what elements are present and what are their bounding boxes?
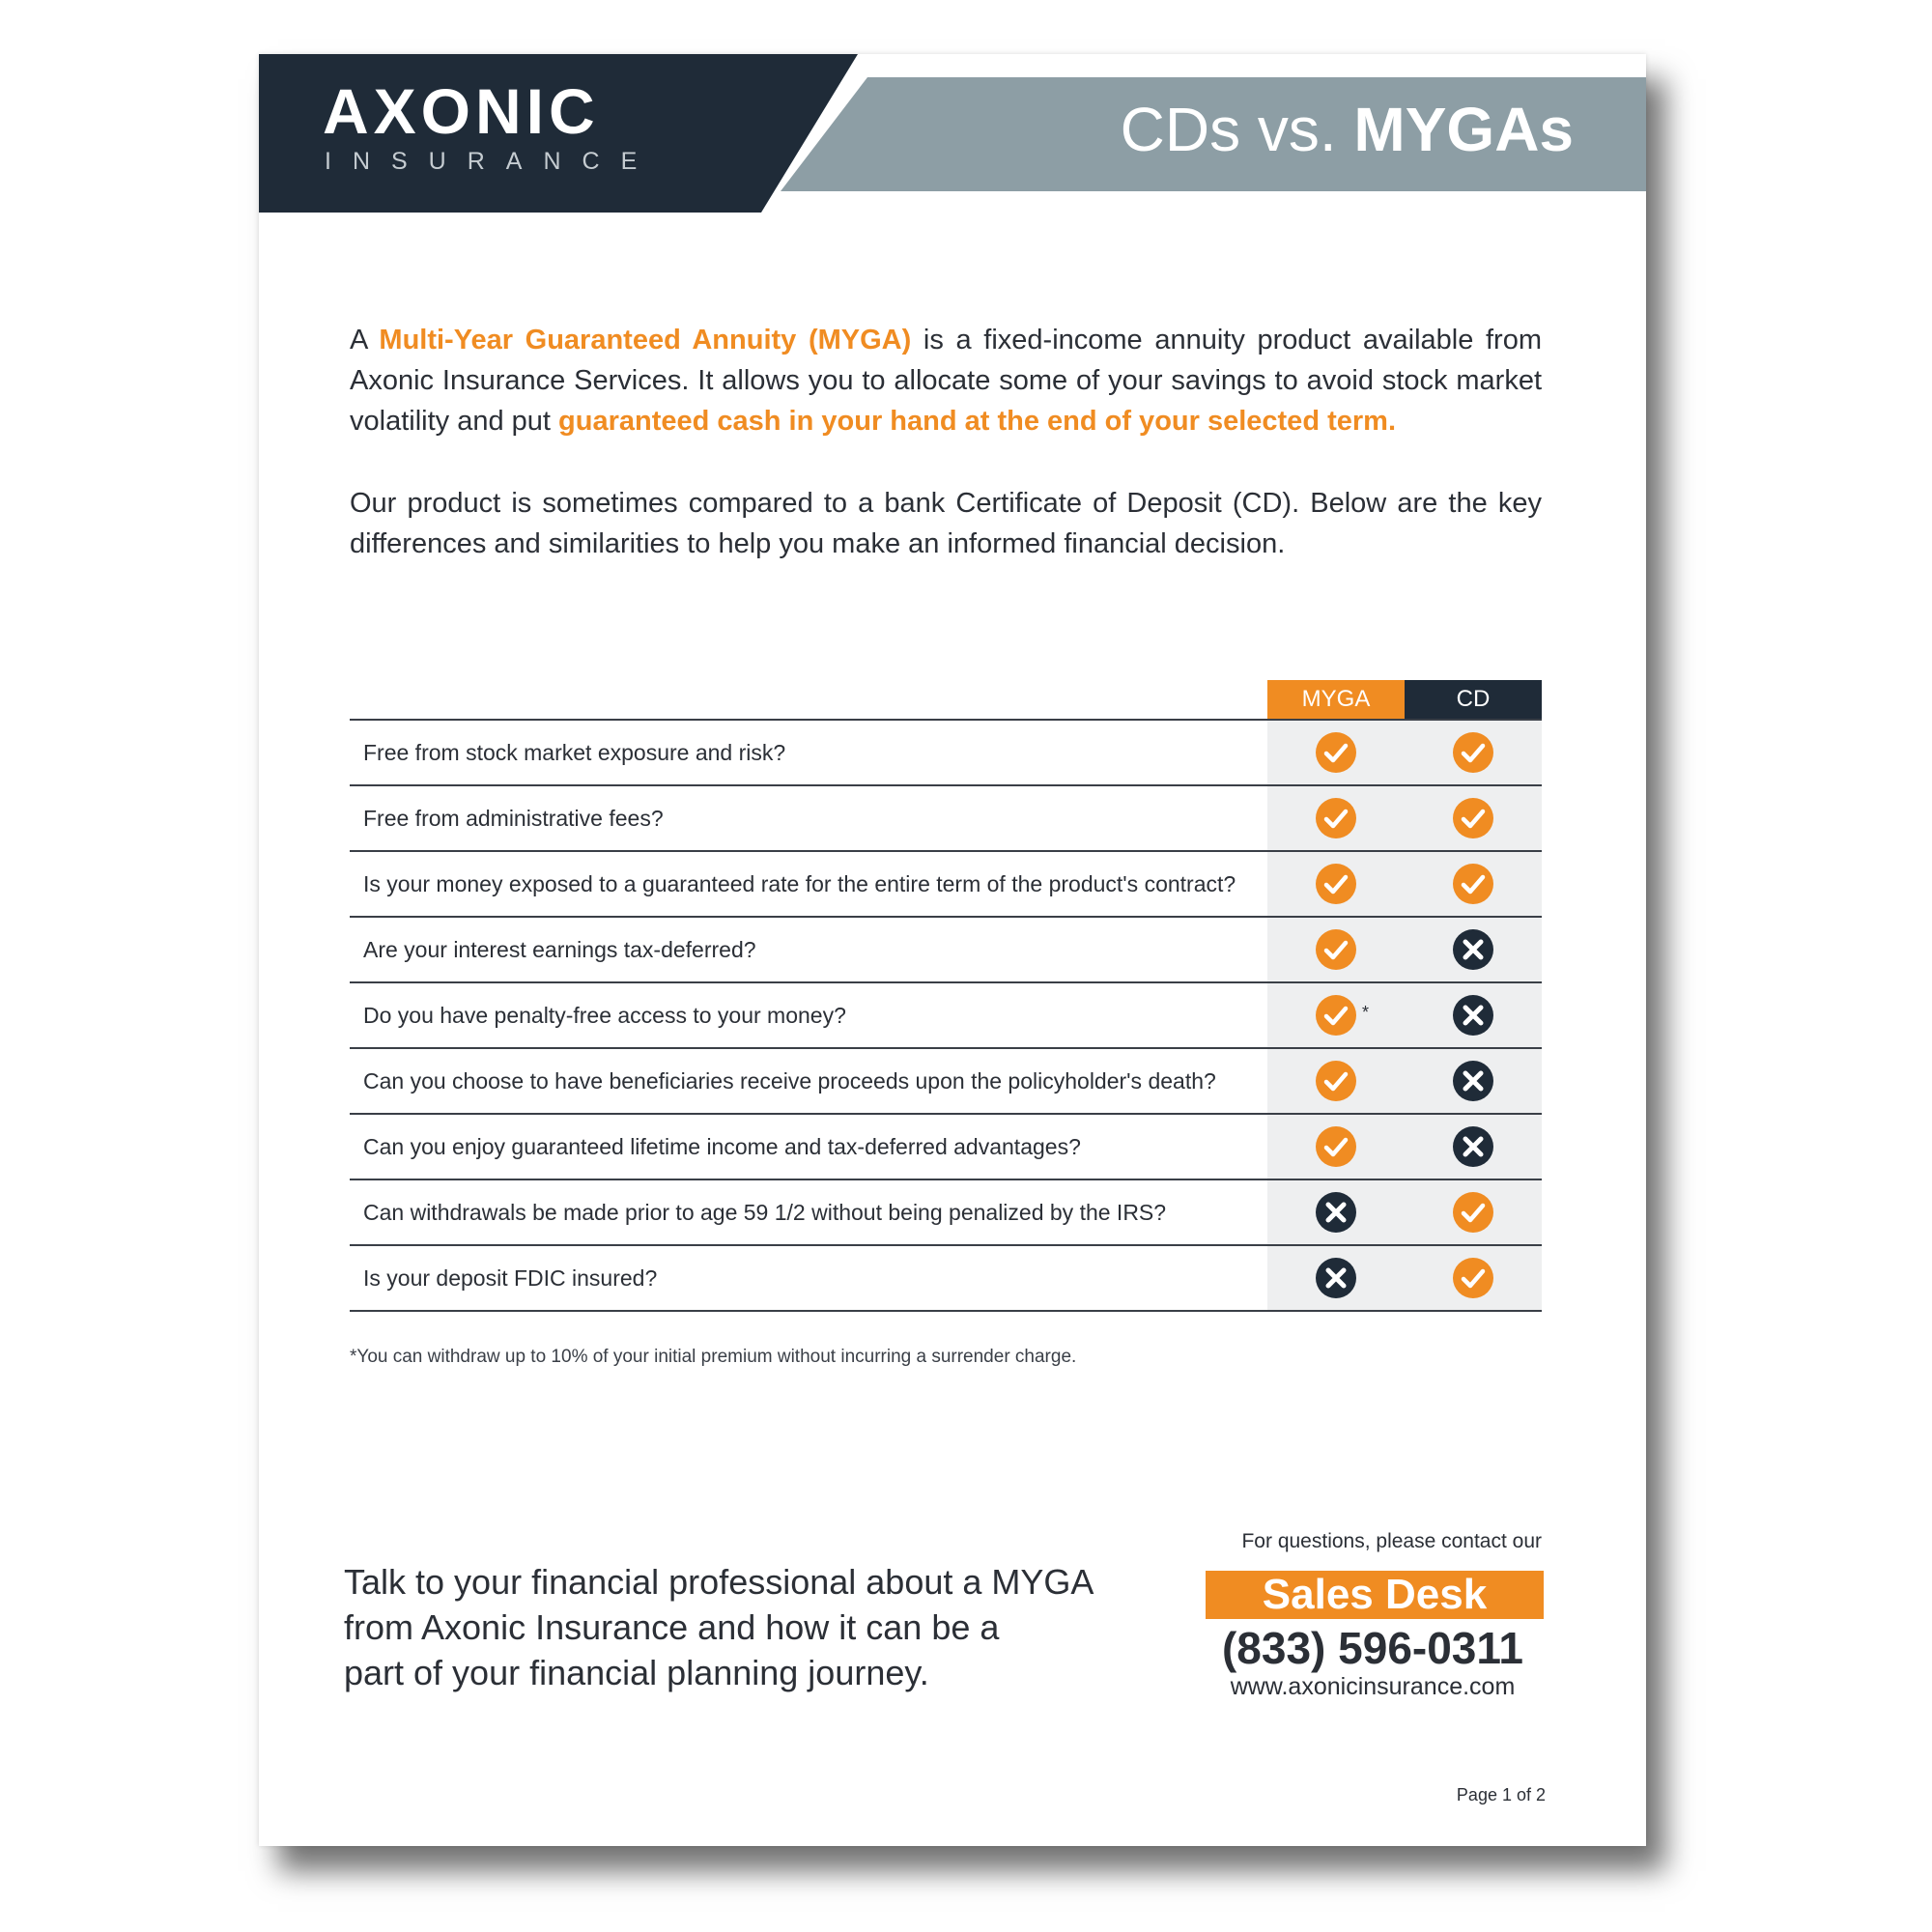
cd-mark [1405, 1179, 1542, 1245]
intro-paragraph-1 [350, 320, 1542, 441]
page-title-light: CDs vs. [1120, 95, 1337, 164]
document-page [259, 54, 1646, 1846]
table-row [350, 1114, 1542, 1179]
intro-text: A [350, 325, 367, 355]
myga-mark [1267, 917, 1405, 982]
cd-mark [1405, 982, 1542, 1048]
row-question: Can you enjoy guaranteed lifetime income and tax-deferred advantages? [350, 1114, 1267, 1179]
x-icon [1452, 928, 1494, 971]
cd-column-header: CD [1405, 680, 1542, 720]
myga-mark [1267, 1245, 1405, 1311]
table-row [350, 982, 1542, 1048]
cd-mark [1405, 851, 1542, 917]
check-icon [1315, 1060, 1357, 1102]
check-icon [1315, 994, 1357, 1037]
check-icon [1452, 731, 1494, 774]
row-question: Is your deposit FDIC insured? [350, 1245, 1267, 1311]
myga-column-header: MYGA [1267, 680, 1405, 720]
check-icon [1315, 731, 1357, 774]
logo-wordmark: AXONIC [323, 75, 600, 147]
table-row [350, 720, 1542, 785]
check-icon [1452, 863, 1494, 905]
x-icon [1452, 994, 1494, 1037]
intro-highlight-guarantee: guaranteed cash in your hand at the end of your selected term. [558, 406, 1397, 437]
question-column-header [350, 680, 1267, 720]
check-icon [1315, 863, 1357, 905]
check-icon [1315, 928, 1357, 971]
intro-text: is a fixed-income annuity product available from Axonic Insurance Services. It allows you to allocate some of your savings to avoid stock market volatility and put [350, 325, 1542, 437]
myga-mark [1267, 1179, 1405, 1245]
check-icon [1315, 1125, 1357, 1168]
check-icon [1452, 797, 1494, 839]
x-icon [1452, 1125, 1494, 1168]
cta-line-1: Talk to your financial professional about a MYGA [344, 1562, 1094, 1602]
row-question: Free from administrative fees? [350, 785, 1267, 851]
table-row [350, 1048, 1542, 1114]
table-row [350, 785, 1542, 851]
cd-mark [1405, 785, 1542, 851]
cd-mark [1405, 720, 1542, 785]
table-row [350, 1179, 1542, 1245]
row-question: Can withdrawals be made prior to age 59 1/2 without being penalized by the IRS? [350, 1179, 1267, 1245]
row-question: Free from stock market exposure and risk? [350, 720, 1267, 785]
row-question: Is your money exposed to a guaranteed rate for the entire term of the product's contract? [350, 851, 1267, 917]
contact-intro: For questions, please contact our [1241, 1530, 1542, 1552]
footnote-marker: * [1362, 1003, 1370, 1022]
x-icon [1315, 1257, 1357, 1299]
call-to-action [344, 1559, 1213, 1695]
intro-highlight-myga: Multi-Year Guaranteed Annuity (MYGA) [379, 325, 912, 355]
cd-mark [1405, 917, 1542, 982]
cta-line-3: part of your financial planning journey. [344, 1653, 929, 1692]
sales-desk-label: Sales Desk [1206, 1571, 1544, 1619]
row-question: Can you choose to have beneficiaries receive proceeds upon the policyholder's death? [350, 1048, 1267, 1114]
check-icon [1452, 1191, 1494, 1234]
myga-mark [1267, 1114, 1405, 1179]
myga-mark [1267, 1048, 1405, 1114]
cta-line-2: from Axonic Insurance and how it can be a [344, 1607, 1000, 1647]
x-icon [1315, 1191, 1357, 1234]
logo-subtitle: INSURANCE [325, 148, 659, 175]
page-title-bold: MYGAs [1353, 95, 1574, 164]
cd-mark [1405, 1245, 1542, 1311]
cd-mark [1405, 1114, 1542, 1179]
table-row [350, 917, 1542, 982]
row-question: Are your interest earnings tax-deferred? [350, 917, 1267, 982]
check-icon [1452, 1257, 1494, 1299]
page-title [1120, 95, 1574, 164]
page-number: Page 1 of 2 [1456, 1785, 1546, 1804]
comparison-table [350, 680, 1542, 1312]
myga-mark [1267, 982, 1405, 1048]
table-row [350, 851, 1542, 917]
myga-mark [1267, 851, 1405, 917]
website-link[interactable]: www.axonicinsurance.com [1230, 1673, 1516, 1700]
cd-mark [1405, 1048, 1542, 1114]
table-row [350, 1245, 1542, 1311]
intro-paragraph-2: Our product is sometimes compared to a bank Certificate of Deposit (CD). Below are the key differences and similarities to help you make an informed financial decision. [350, 488, 1542, 559]
phone-number[interactable]: (833) 596-0311 [1221, 1623, 1524, 1673]
row-question: Do you have penalty-free access to your money? [350, 982, 1267, 1048]
myga-mark [1267, 785, 1405, 851]
myga-mark [1267, 720, 1405, 785]
check-icon [1315, 797, 1357, 839]
comparison-table-body [350, 720, 1542, 1311]
footnote: *You can withdraw up to 10% of your initial premium without incurring a surrender charge. [350, 1347, 1077, 1367]
x-icon [1452, 1060, 1494, 1102]
